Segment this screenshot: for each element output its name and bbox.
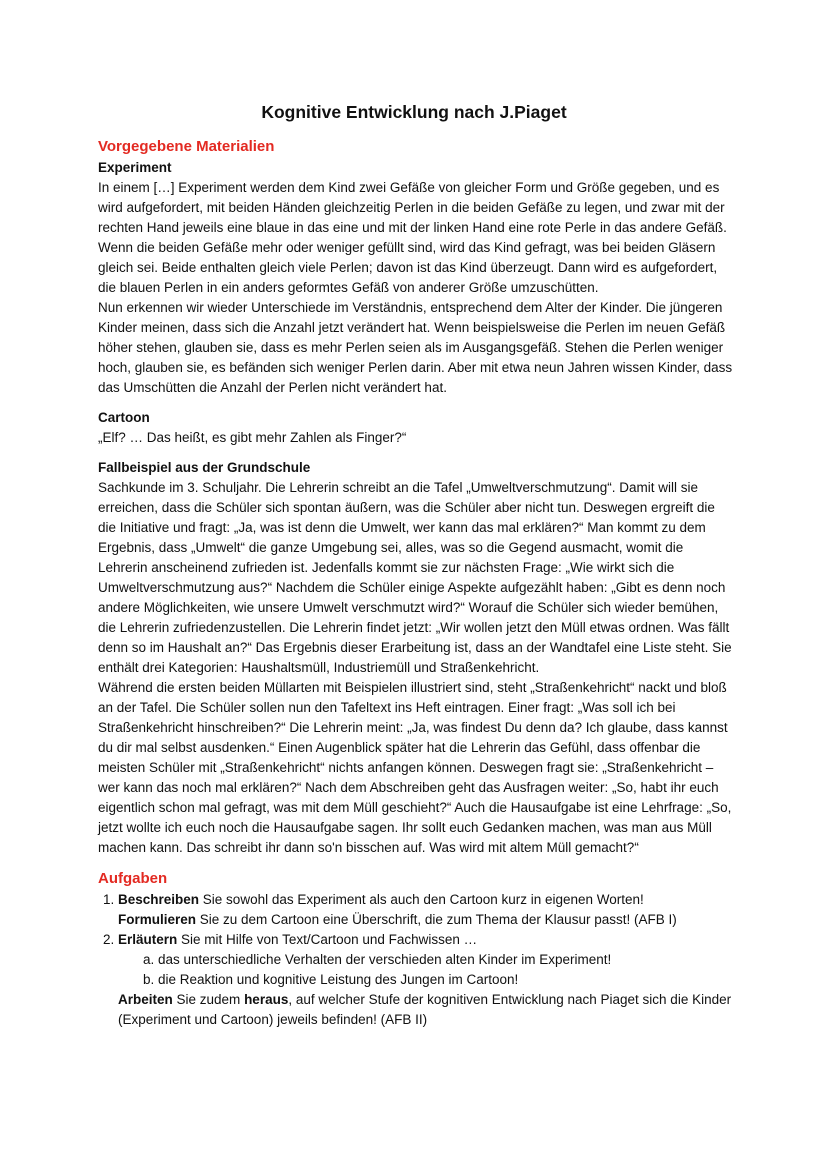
task2-verb-work: Arbeiten — [118, 992, 173, 1007]
task2-sub-item-b: b. die Reaktion und kognitive Leistung des Jungen im Cartoon! — [158, 970, 734, 990]
case-paragraph-2: Während die ersten beiden Müllarten mit Beispielen illustriert sind, steht „Straßenkehricht“ nackt und bloß an der Tafel. Die Schüler sollen nun den Tafeltext ins Heft eintragen. Einer fragt: „Was soll ich bei Straßenkehricht hinschreiben?“ Die Lehrerin meint: „Ja, was findest Du denn da? Ich glaube, dass kannst du dir mal selbst ausdenken.“ Einen Augenblick später hat die Lehrerin das Gefühl, dass offenbar die meisten Schüler mit „Straßenkehricht“ nichts anfangen können. Deswegen fragt sie: „Straßenkehricht – wer kann das noch mal erklären?“ Nach dem Abschreiben geht das Ausfragen weiter: „So, habt ihr euch eigentlich schon mal gefragt, was mit dem Müll geschieht?“ Auch die Hausaufgabe ist eine Lehrfrage: „So, jetzt wollte ich euch noch die Hausaufgabe sagen. Ihr sollt euch Gedanken machen, was man aus Müll machen kann. Das schreibt ihr dann so'n bisschen auf. Was wird mit altem Müll gemacht?“ — [98, 680, 732, 855]
experiment-paragraph-2: Nun erkennen wir wieder Unterschiede im Verständnis, entsprechend dem Alter der Kinder. Die jüngeren Kinder meinen, dass sich die Anzahl jetzt verändert hat. Wenn beispielsweise die Perlen im neuen Gefäß höher stehen, glauben sie, dass es mehr Perlen seien als im Ausgangsgefäß. Stehen die Perlen weniger hoch, glauben sie, es befänden sich weniger Perlen darin. Aber mit etwa neun Jahren wissen Kinder, dass das Umschütten die Anzahl der Perlen nicht verändert hat. — [98, 300, 733, 395]
document-body — [98, 136, 734, 1030]
task1-text-1: Sie sowohl das Experiment als auch den Cartoon kurz in eigenen Worten! — [199, 892, 644, 907]
cartoon-heading: Cartoon — [98, 410, 150, 425]
task2-text-2: Sie zudem — [172, 992, 245, 1007]
experiment-paragraph-1: In einem […] Experiment werden dem Kind zwei Gefäße von gleicher Form und Größe gegeben, und es wird aufgefordert, mit beiden Händen gleichzeitig Perlen in die beiden Gefäße zu legen, und zwar mit der rechten Hand jeweils eine blaue in das eine und mit der linken Hand eine rote Perle in das andere Gefäß. Wenn die beiden Gefäße mehr oder weniger gefüllt sind, wird das Kind gefragt, was bei beiden Gläsern gleich sei. Beide enthalten gleich viele Perlen; davon ist das Kind überzeugt. Dann wird es aufgefordert, die blauen Perlen in ein anders geformtes Gefäß von anderer Größe umzuschütten. — [98, 180, 727, 295]
task2-verb-out: heraus — [244, 992, 289, 1007]
cartoon-section — [98, 408, 734, 448]
task-item-1 — [118, 890, 734, 930]
task2-text-3: , auf welcher Stufe der kognitiven Entwicklung nach Piaget sich die Kinder (Experiment und Cartoon) jeweils befinden! (AFB II) — [118, 992, 732, 1027]
task-item-2 — [118, 930, 734, 1030]
case-paragraph-1: Sachkunde im 3. Schuljahr. Die Lehrerin schreibt an die Tafel „Umweltverschmutzung“. Damit will sie erreichen, dass die Schüler sich spontan äußern, was die Schüler aber nicht tun. Deswegen ergreift die die Initiative und fragt: „Ja, was ist denn die Umwelt, wer kann das mal erklären?“ Man kommt zu dem Ergebnis, dass „Umwelt“ die ganze Umgebung sei, alles, was so die Gegend ausmacht, womit die Lehrerin anscheinend zufrieden ist. Jedenfalls kommt sie zur nächsten Frage: „Wie wirkt sich die Umweltverschmutzung aus?“ Nachdem die Schüler einige Aspekte aufgezählt haben: „Gibt es denn noch andere Möglichkeiten, wie unsere Umwelt verschmutzt wird?“ Worauf die Schüler sich wieder bemühen, die Lehrerin zufriedenzustellen. Die Lehrerin findet jetzt: „Wir wollen jetzt den Müll etwas ordnen. Was fällt denn so im Haushalt an?“ Das Ergebnis dieser Erarbeitung ist, dass an der Wandtafel eine Liste steht. Sie enthält drei Kategorien: Haushaltsmüll, Industriemüll und Straßenkehricht. — [98, 480, 732, 675]
experiment-heading: Experiment — [98, 160, 172, 175]
task2-text-1: Sie mit Hilfe von Text/Cartoon und Fachwissen … — [177, 932, 478, 947]
task2-sub-list — [118, 950, 734, 990]
tasks-heading: Aufgaben — [98, 870, 168, 887]
task-list — [98, 890, 734, 1030]
task1-verb-formulate: Formulieren — [118, 912, 197, 927]
task2-sub-item-a: a. das unterschiedliche Verhalten der verschieden alten Kinder im Experiment! — [158, 950, 734, 970]
experiment-section — [98, 158, 734, 398]
case-heading: Fallbeispiel aus der Grundschule — [98, 460, 311, 475]
materials-heading: Vorgegebene Materialien — [98, 138, 275, 155]
cartoon-quote: „Elf? … Das heißt, es gibt mehr Zahlen als Finger?“ — [98, 430, 407, 445]
task2-verb-explain: Erläutern — [118, 932, 178, 947]
task1-text-2: Sie zu dem Cartoon eine Überschrift, die zum Thema der Klausur passt! (AFB I) — [196, 912, 677, 927]
page-title: Kognitive Entwicklung nach J.Piaget — [261, 102, 567, 122]
task1-verb-describe: Beschreiben — [118, 892, 200, 907]
case-section — [98, 458, 734, 858]
